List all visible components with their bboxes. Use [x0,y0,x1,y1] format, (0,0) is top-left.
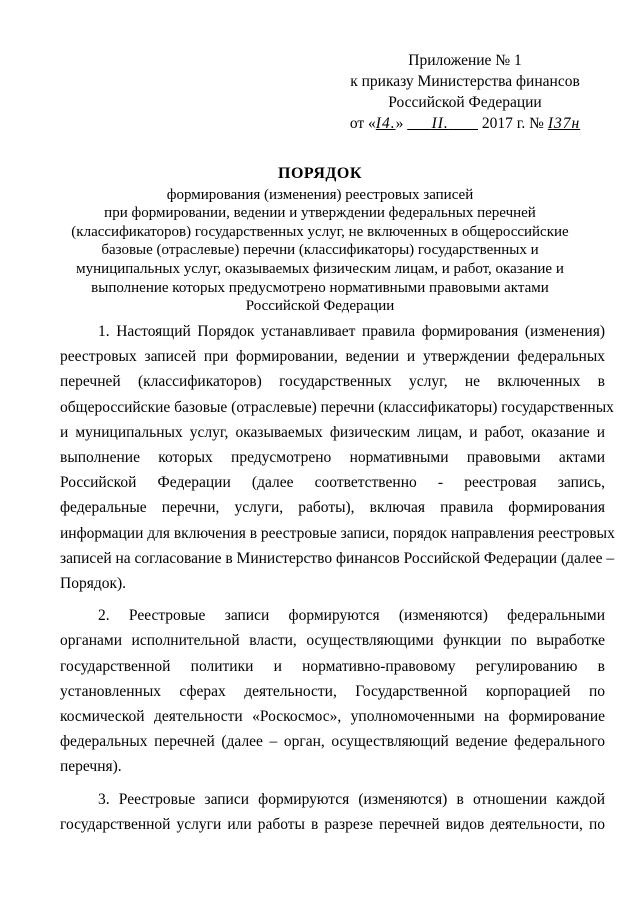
appendix-date-line [340,113,590,134]
title-line: Российской Федерации [245,298,395,315]
text-line: 3. Реестровые записи формируются (изменяются) в отношении каждой [98,790,605,808]
document-title [70,165,570,316]
text-line: выполнение которых предусмотрено нормативными правовыми актами [60,449,605,467]
text-line: перечней (классификаторов) государственных услуг, не включенных в [60,373,605,391]
text-line: государственной услуги или работы в разрезе перечней видов деятельности, по [60,815,605,833]
title-line: формирования (изменения) реестровых записей [166,186,474,203]
text-line: федеральные перечни, услуги, работы), включая правила формирования [60,499,605,517]
text-line: космической деятельности «Роскосмос», уполномоченными на формирование [60,708,605,726]
text-line: информации для включения в реестровые записи, порядок направления реестровых [60,524,615,542]
title-line: муниципальных услуг, оказываемых физическим лицам, и работ, оказание и [76,260,564,277]
date-day: I4. [375,115,396,132]
appendix-ministry: Российской Федерации [388,94,542,111]
date-prefix: от « [349,115,376,132]
title-line: при формировании, ведении и утверждении федеральных перечней [104,205,536,222]
appendix-order-ref: к приказу Министерства финансов [350,73,580,90]
text-line: записей на согласование в Министерство финансов Российской Федерации (далее – [60,549,615,567]
text-line: Порядок). [60,575,127,593]
text-line: перечня). [60,758,122,776]
text-line: государственной политики и нормативно-правовому регулированию в [60,657,605,675]
text-line: реестровых записей при формировании, ведении и утверждении федеральных [60,348,605,366]
appendix-number: Приложение № 1 [408,52,522,69]
date-year: 2017 г. № [481,115,544,132]
order-number: I37н [547,115,581,132]
text-line: 2. Реестровые записи формируются (изменяются) федеральными [98,607,605,625]
appendix-block [340,50,590,134]
text-line: 1. Настоящий Порядок устанавливает правила формирования (изменения) [98,323,605,340]
paragraph-3 [60,787,605,837]
title-line: выполнение которых предусмотрено нормативными правовыми актами [91,279,549,296]
text-line: и муниципальных услуг, оказываемых физическим лицам, и работ, оказание и [60,423,605,441]
text-line: Российской Федерации (далее соответственно - реестровая запись, [60,474,605,492]
title-heading: ПОРЯДОК [278,165,362,182]
text-line: федеральных перечней (далее – орган, осуществляющий ведение федерального [60,733,605,751]
title-line: (классификаторов) государственных услуг, не включенных в общероссийские [71,223,569,240]
document-body [60,319,615,844]
date-mid: » [395,115,404,132]
paragraph-2 [60,603,605,779]
text-line: общероссийские базовые (отраслевые) перечни (классификаторы) государственных [60,398,614,416]
text-line: органами исполнительной власти, осуществляющими функции по выработке [60,632,605,650]
text-line: установленных сферах деятельности, Государственной корпорацией по [60,682,605,700]
title-line: базовые (отраслевые) перечни (классификаторы) государственных и [101,242,539,259]
paragraph-1 [60,319,615,596]
date-month: II. [431,115,449,132]
